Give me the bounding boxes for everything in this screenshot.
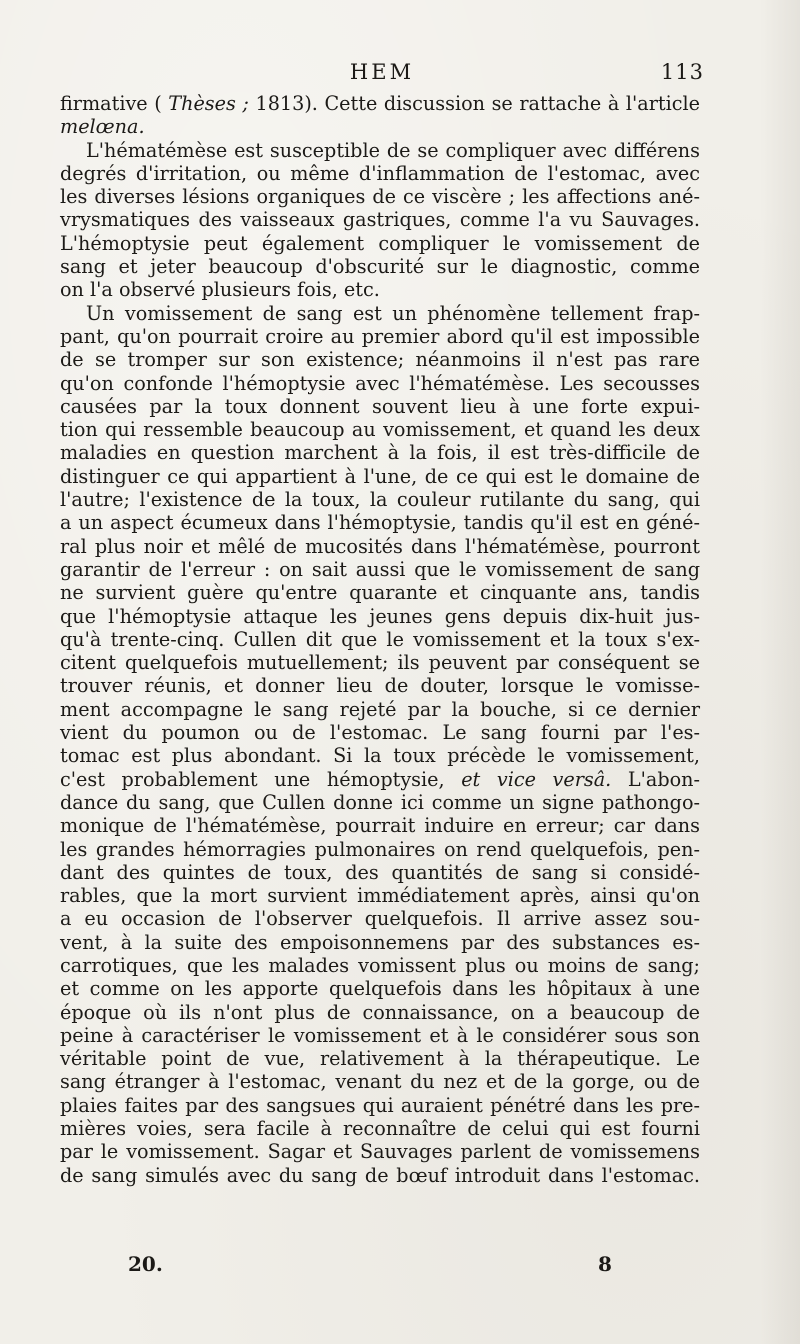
text-segment: de se tromper sur son existence; néanmoins il n'est pas rare [60, 348, 700, 372]
text-line [60, 1094, 700, 1117]
text-segment: distinguer ce qui appartient à l'une, de ce qui est le domaine de [60, 464, 700, 488]
text-line [60, 325, 700, 348]
running-title: HEM [349, 60, 415, 84]
text-segment: par le vomissement. Sagar et Sauvages parlent de vomissemens [60, 1140, 700, 1164]
text-line [60, 441, 700, 464]
text-segment: citent quelquefois mutuellement; ils peuvent par conséquent se [60, 651, 700, 675]
page-number: 113 [660, 60, 704, 84]
text-segment: maladies en question marchent à la fois, il est très-difficile de [60, 441, 700, 465]
text-line [60, 838, 700, 861]
text-line [60, 535, 700, 558]
text-line [60, 651, 700, 674]
text-segment: L'abon- [611, 767, 700, 791]
text-segment: ral plus noir et mêlé de mucosités dans l'hématémèse, pourront [60, 534, 700, 558]
text-segment: vient du poumon ou de l'estomac. Le sang fourni par l'es- [60, 721, 700, 745]
text-line [60, 1024, 700, 1047]
text-segment: tomac est plus abondant. Si la toux précède le vomissement, [60, 744, 700, 768]
text-line [60, 302, 700, 325]
text-line [60, 954, 700, 977]
text-segment: firmative ( [60, 92, 169, 115]
text-segment: garantir de l'erreur : on sait aussi que le vomissement de sang [60, 557, 700, 581]
text-segment: véritable point de vue, relativement à la thérapeutique. Le [60, 1047, 700, 1071]
text-segment: L'hémoptysie peut également compliquer le vomissement de [60, 231, 700, 255]
text-line [60, 115, 700, 138]
text-segment: qu'à trente-cinq. Cullen dit que le vomissement et la toux s'ex- [60, 627, 700, 651]
text-segment: 1813). Cette discussion se rattache à l'article [248, 92, 700, 115]
text-segment: sang et jeter beaucoup d'obscurité sur le diagnostic, comme [60, 255, 700, 279]
text-line [60, 255, 700, 278]
text-line [60, 977, 700, 1000]
body-text [60, 92, 700, 1187]
sheet-mark: 8 [598, 1252, 612, 1276]
text-line [60, 418, 700, 441]
text-segment: carrotiques, que les malades vomissent plus ou moins de sang; [60, 953, 700, 977]
text-line [60, 185, 700, 208]
text-segment: sang étranger à l'estomac, venant du nez et de la gorge, ou de [60, 1070, 700, 1094]
text-line [60, 605, 700, 628]
text-segment: les grandes hémorragies pulmonaires on rend quelquefois, pen- [60, 837, 700, 861]
text-segment: époque où ils n'ont plus de connaissance, on a beaucoup de [60, 1000, 700, 1024]
text-line [60, 278, 700, 301]
text-line [60, 814, 700, 837]
text-segment: monique de l'hématémèse, pourrait induire en erreur; car dans [60, 814, 700, 838]
text-segment: peine à caractériser le vomissement et à le considérer sous son [60, 1023, 700, 1047]
text-line [60, 139, 700, 162]
text-segment: de sang simulés avec du sang de bœuf introduit dans l'estomac. [60, 1163, 700, 1187]
italic-text: et vice versâ. [461, 767, 612, 791]
text-line [60, 674, 700, 697]
text-segment: c'est probablement une hémoptysie, [60, 767, 462, 791]
text-segment: dant des quintes de toux, des quantités de sang si considé- [60, 860, 700, 884]
text-segment: ne survient guère qu'entre quarante et cinquante ans, tandis [60, 581, 700, 605]
text-segment: et comme on les apporte quelquefois dans les hôpitaux à une [60, 977, 700, 1001]
italic-text: Thèses ; [168, 92, 249, 115]
text-line [60, 907, 700, 930]
page-edge-shadow [760, 0, 800, 1344]
text-segment: L'hématémèse est susceptible de se compliquer avec différens [86, 138, 700, 162]
text-line [60, 698, 700, 721]
text-line [60, 162, 700, 185]
text-line [60, 768, 700, 791]
text-line [60, 1047, 700, 1070]
text-line [60, 581, 700, 604]
text-segment: tion qui ressemble beaucoup au vomissement, et quand les deux [60, 418, 700, 442]
text-segment: qu'on confonde l'hémoptysie avec l'hématémèse. Les secousses [60, 371, 700, 395]
text-segment: causées par la toux donnent souvent lieu à une forte expui- [60, 394, 700, 418]
text-line [60, 884, 700, 907]
text-line [60, 348, 700, 371]
text-segment: mières voies, sera facile à reconnaître de celui qui est fourni [60, 1117, 700, 1141]
text-segment: que l'hémoptysie attaque les jeunes gens depuis dix-huit jus- [60, 604, 700, 628]
text-segment: rables, que la mort survient immédiatement après, ainsi qu'on [60, 884, 700, 908]
text-line [60, 744, 700, 767]
text-line [60, 488, 700, 511]
text-segment: plaies faites par des sangsues qui auraient pénétré dans les pre- [60, 1093, 700, 1117]
text-segment: a un aspect écumeux dans l'hémoptysie, tandis qu'il est en géné- [60, 511, 700, 535]
text-segment: les diverses lésions organiques de ce viscère ; les affections ané- [60, 185, 700, 209]
text-line [60, 1164, 700, 1187]
text-line [60, 465, 700, 488]
text-segment: ment accompagne le sang rejeté par la bouche, si ce dernier [60, 697, 700, 721]
text-line [60, 1001, 700, 1024]
text-line [60, 92, 700, 115]
text-line [60, 232, 700, 255]
text-line [60, 931, 700, 954]
text-line [60, 721, 700, 744]
text-line [60, 1070, 700, 1093]
text-segment: l'autre; l'existence de la toux, la couleur rutilante du sang, qui [60, 488, 700, 512]
text-line [60, 861, 700, 884]
italic-text: melœna. [60, 115, 145, 139]
text-line [60, 511, 700, 534]
text-line [60, 628, 700, 651]
text-line [60, 558, 700, 581]
text-line [60, 395, 700, 418]
text-segment: on l'a observé plusieurs fois, etc. [60, 278, 380, 302]
text-line [60, 208, 700, 231]
text-segment: pant, qu'on pourrait croire au premier abord qu'il est impossible [60, 324, 700, 348]
text-segment: Un vomissement de sang est un phénomène tellement frap- [86, 301, 700, 325]
signature-mark: 20. [128, 1252, 163, 1276]
text-segment: vrysmatiques des vaisseaux gastriques, comme l'a vu Sauvages. [60, 208, 700, 232]
text-segment: degrés d'irritation, ou même d'inflammation de l'estomac, avec [60, 161, 700, 185]
text-line [60, 1140, 700, 1163]
text-segment: vent, à la suite des empoisonnemens par des substances es- [60, 930, 700, 954]
text-line [60, 791, 700, 814]
text-segment: a eu occasion de l'observer quelquefois. Il arrive assez sou- [60, 907, 700, 931]
text-line [60, 1117, 700, 1140]
running-head [60, 60, 704, 90]
text-segment: dance du sang, que Cullen donne ici comme un signe pathongo- [60, 790, 700, 814]
text-line [60, 372, 700, 395]
text-segment: trouver réunis, et donner lieu de douter, lorsque le vomisse- [60, 674, 700, 698]
